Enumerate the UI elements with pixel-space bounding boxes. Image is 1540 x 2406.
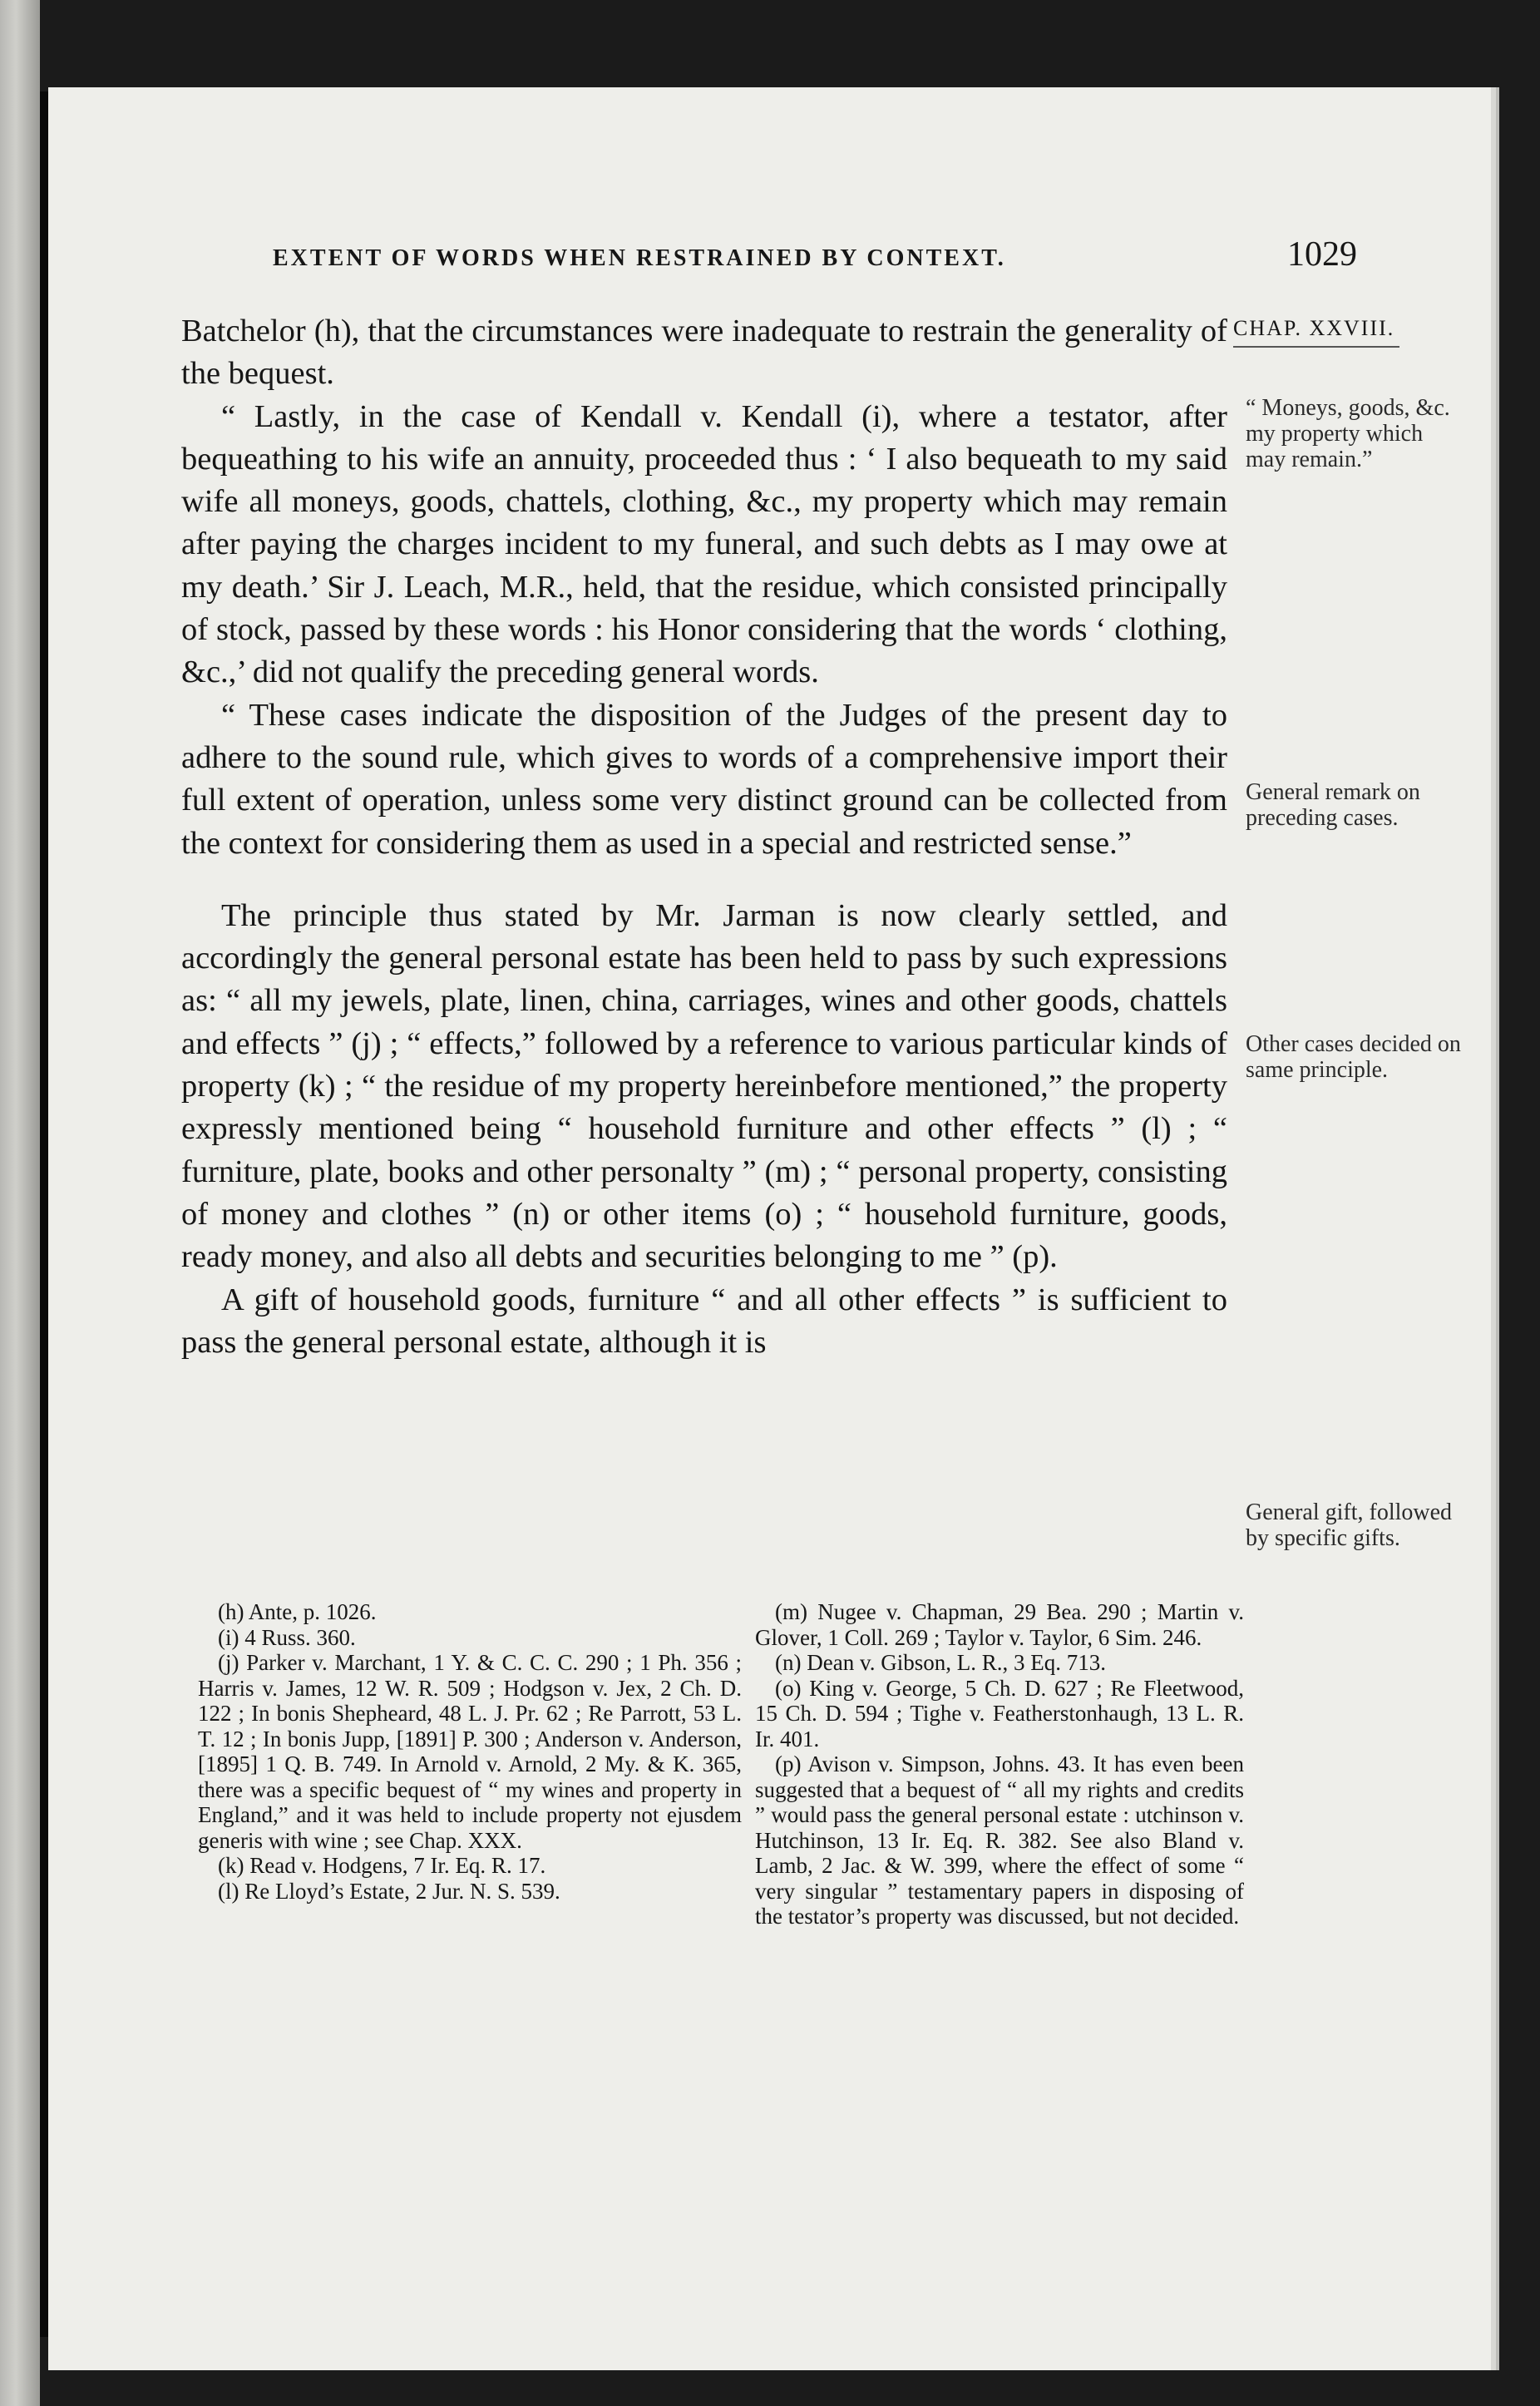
footnote: (m) Nugee v. Chapman, 29 Bea. 290 ; Martin v. Glover, 1 Coll. 269 ; Taylor v. Taylor, 6 Sim. 246. [755, 1599, 1244, 1650]
footnote: (h) Ante, p. 1026. [218, 1599, 377, 1624]
footnote: (j) Parker v. Marchant, 1 Y. & C. C. C. 290 ; 1 Ph. 356 ; Harris v. James, 12 W. R. 509 ; Hodgson v. Jex, 2 Ch. D. 122 ; In bonis Shepheard, 48 L. J. Pr. 62 ; Re Parrott, 53 L. T. 12 ; In bonis Jupp, [1891] P. 300 ; Anderson v. Anderson, [1895] 1 Q. B. 749. In Arnold v. Arnold, 2 My. & K. 365, there was a specific bequest of “ my wines and property in England,” and it was held to include property not ejusdem generis with wine ; see Chap. XXX. [198, 1650, 742, 1853]
book-spine-edge [0, 0, 40, 2406]
paragraph: A gift of household goods, furniture “ and all other effects ” is sufficient to pass the general personal estate, although it is [181, 1282, 1227, 1360]
footnotes-left-column [198, 1599, 742, 1904]
footnote: (n) Dean v. Gibson, L. R., 3 Eq. 713. [775, 1650, 1106, 1675]
footnote: (l) Re Lloyd’s Estate, 2 Jur. N. S. 539. [218, 1878, 560, 1904]
footnote: (o) King v. George, 5 Ch. D. 627 ; Re Fleetwood, 15 Ch. D. 594 ; Tighe v. Featherstonhaugh, 13 L. R. Ir. 401. [755, 1675, 1244, 1751]
chapter-label: CHAP. XXVIII. [1233, 316, 1399, 348]
marginal-note: General remark on preceding cases. [1246, 779, 1420, 831]
footnote: (k) Read v. Hodgens, 7 Ir. Eq. R. 17. [218, 1853, 546, 1878]
marginal-note: “ Moneys, goods, &c. my property which may remain.” [1246, 395, 1450, 472]
paragraph: “ Lastly, in the case of Kendall v. Kendall (i), where a testator, after bequeathing to his wife an annuity, proceeded thus : ‘ I also bequeath to my said wife all moneys, goods, chattels, clothing, &c., my property which may remain after paying the charges incident to my funeral, and such debts as I may owe at my death.’ Sir J. Leach, M.R., held, that the residue, which consisted principally of stock, passed by these words : his Honor considering that the words ‘ clothing, &c.,’ did not qualify the preceding general words. [181, 398, 1227, 690]
footnote: (i) 4 Russ. 360. [218, 1624, 356, 1650]
marginal-note: Other cases decided on same principle. [1246, 1031, 1461, 1083]
paragraph: “ These cases indicate the disposition of the Judges of the present day to adhere to the sound rule, which gives to words of a comprehensive import their full extent of operation, unless some very distinct ground can be collected from the context for considering them as used in a special and restricted sense.” [181, 697, 1227, 861]
paragraph: Batchelor (h), that the circumstances were inadequate to restrain the generality of the bequest. [181, 314, 1227, 392]
paragraph: The principle thus stated by Mr. Jarman is now clearly settled, and accordingly the general personal estate has been held to pass by such expressions as: “ all my jewels, plate, linen, china, carriages, wines and other goods, chattels and effects ” (j) ; “ effects,” followed by a reference to various particular kinds of property (k) ; “ the residue of my property hereinbefore mentioned,” the property expressly mentioned being “ household furniture and other effects ” (l) ; “ furniture, plate, books and other personalty ” (m) ; “ personal property, consisting of money and clothes ” (n) or other items (o) ; “ household furniture, goods, ready money, and also all debts and securities belonging to me ” (p). [181, 897, 1227, 1275]
page-number: 1029 [1287, 235, 1357, 274]
footnote: (p) Avison v. Simpson, Johns. 43. It has even been suggested that a bequest of “ all my rights and credits ” would pass the general personal estate : utchinson v. Hutchinson, 13 Ir. Eq. R. 382. See also Bland v. Lamb, 2 Jac. & W. 399, where the effect of some “ very singular ” testamentary papers in disposing of the testator’s property was discussed, but not decided. [755, 1751, 1244, 1929]
footnotes-right-column [755, 1599, 1244, 1929]
main-text [181, 310, 1227, 1364]
marginal-note: General gift, followed by specific gifts. [1246, 1499, 1453, 1551]
book-page [48, 87, 1491, 2370]
running-head: EXTENT OF WORDS WHEN RESTRAINED BY CONTEXT. [273, 245, 1006, 271]
